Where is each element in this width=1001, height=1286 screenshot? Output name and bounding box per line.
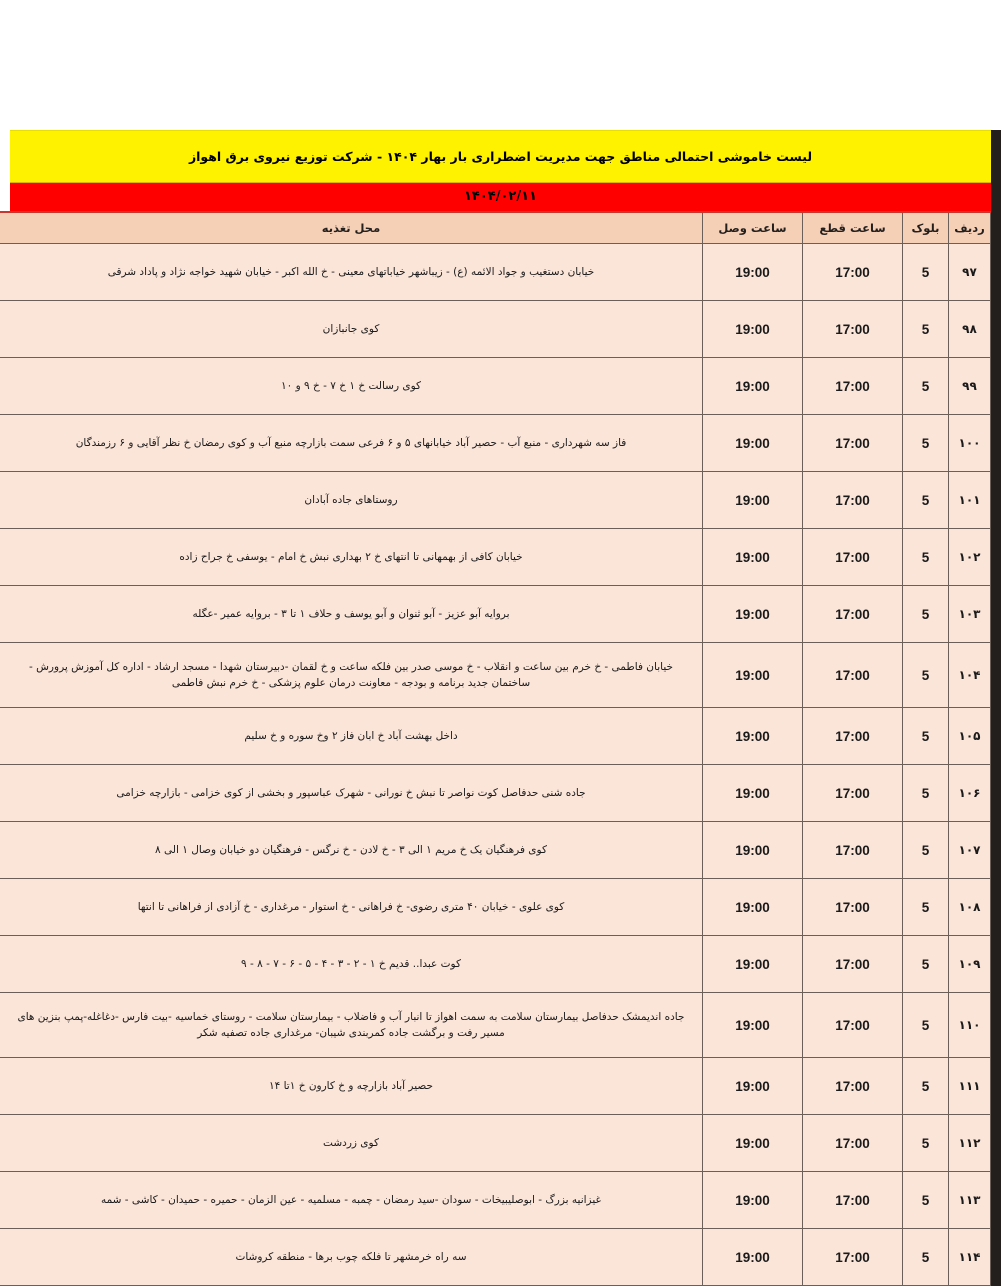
cell-location: خیابان دستغیب و جواد الائمه (ع) - زیباشهر خیاباتهای معینی - خ الله اکبر - خیابان شهید خواجه نژاد و پاداد شرقی bbox=[0, 244, 703, 301]
cell-block: 5 bbox=[903, 415, 949, 472]
table-row bbox=[0, 1115, 991, 1172]
table-row bbox=[0, 1172, 991, 1229]
cell-block: 5 bbox=[903, 879, 949, 936]
cell-block: 5 bbox=[903, 244, 949, 301]
cell-connect-time: 19:00 bbox=[703, 301, 803, 358]
table-row bbox=[0, 879, 991, 936]
cell-cut-time: 17:00 bbox=[803, 472, 903, 529]
cell-radif: ۱۱۳ bbox=[949, 1172, 991, 1229]
cell-cut-time: 17:00 bbox=[803, 415, 903, 472]
cell-cut-time: 17:00 bbox=[803, 1115, 903, 1172]
cell-location: کوی زردشت bbox=[0, 1115, 703, 1172]
cell-radif: ۱۱۲ bbox=[949, 1115, 991, 1172]
outage-sheet bbox=[10, 130, 1001, 1286]
cell-radif: ۱۰۶ bbox=[949, 765, 991, 822]
cell-block: 5 bbox=[903, 586, 949, 643]
outage-sheet-wrapper bbox=[0, 130, 1001, 1286]
table-row bbox=[0, 415, 991, 472]
cell-connect-time: 19:00 bbox=[703, 472, 803, 529]
cell-block: 5 bbox=[903, 765, 949, 822]
cell-location: بروایه آبو عزیز - آبو ثنوان و آبو یوسف و حلاف ۱ تا ۳ - بروایه عمیر -عگله bbox=[0, 586, 703, 643]
cell-location: داخل بهشت آباد خ ابان فاز ۲ وخ سوره و خ سلیم bbox=[0, 708, 703, 765]
cell-connect-time: 19:00 bbox=[703, 765, 803, 822]
column-header-radif: ردیف bbox=[949, 212, 991, 244]
cell-radif: ۱۰۵ bbox=[949, 708, 991, 765]
cell-connect-time: 19:00 bbox=[703, 1115, 803, 1172]
table-body bbox=[0, 244, 991, 1286]
cell-location: کوت عبدا.. قدیم خ ۱ - ۲ - ۳ - ۴ - ۵ - ۶ - ۷ - ۸ - ۹ bbox=[0, 936, 703, 993]
cell-block: 5 bbox=[903, 936, 949, 993]
table-row bbox=[0, 1229, 991, 1286]
table-header-row bbox=[0, 212, 991, 244]
cell-radif: ۱۰۸ bbox=[949, 879, 991, 936]
cell-location: فاز سه شهرداری - منبع آب - حصیر آباد خیابانهای ۵ و ۶ فرعی سمت بازارچه منبع آب و کوی رمضان خ نظر آقایی و ۶ رزمندگان bbox=[0, 415, 703, 472]
cell-block: 5 bbox=[903, 993, 949, 1058]
cell-radif: ۹۸ bbox=[949, 301, 991, 358]
cell-location: کوی فرهنگیان یک خ مریم ۱ الی ۳ - خ لادن - خ نرگس - فرهنگیان دو خیابان وصال ۱ الی ۸ bbox=[0, 822, 703, 879]
cell-cut-time: 17:00 bbox=[803, 586, 903, 643]
column-header-connect: ساعت وصل bbox=[703, 212, 803, 244]
cell-radif: ۱۰۴ bbox=[949, 643, 991, 708]
cell-radif: ۱۱۴ bbox=[949, 1229, 991, 1286]
cell-block: 5 bbox=[903, 822, 949, 879]
cell-cut-time: 17:00 bbox=[803, 708, 903, 765]
cell-location: کوی رسالت خ ۱ خ ۷ - خ ۹ و ۱۰ bbox=[0, 358, 703, 415]
column-header-block: بلوک bbox=[903, 212, 949, 244]
cell-location: کوی جانبازان bbox=[0, 301, 703, 358]
cell-cut-time: 17:00 bbox=[803, 1172, 903, 1229]
cell-block: 5 bbox=[903, 1229, 949, 1286]
cell-location: خیابان کافی از بهمهانی تا انتهای خ ۲ بهداری نبش خ امام - یوسفی خ جراح زاده bbox=[0, 529, 703, 586]
sheet-date-banner: ۱۴۰۴/۰۲/۱۱ bbox=[10, 182, 991, 211]
cell-connect-time: 19:00 bbox=[703, 936, 803, 993]
cell-connect-time: 19:00 bbox=[703, 879, 803, 936]
table-row bbox=[0, 301, 991, 358]
cell-cut-time: 17:00 bbox=[803, 879, 903, 936]
cell-block: 5 bbox=[903, 358, 949, 415]
cell-block: 5 bbox=[903, 301, 949, 358]
cell-connect-time: 19:00 bbox=[703, 529, 803, 586]
column-header-cut: ساعت قطع bbox=[803, 212, 903, 244]
cell-radif: ۱۱۱ bbox=[949, 1058, 991, 1115]
cell-cut-time: 17:00 bbox=[803, 1058, 903, 1115]
cell-cut-time: 17:00 bbox=[803, 765, 903, 822]
table-row bbox=[0, 936, 991, 993]
cell-radif: ۱۰۳ bbox=[949, 586, 991, 643]
table-head bbox=[0, 212, 991, 244]
cell-connect-time: 19:00 bbox=[703, 822, 803, 879]
table-row bbox=[0, 993, 991, 1058]
cell-cut-time: 17:00 bbox=[803, 993, 903, 1058]
cell-radif: ۹۷ bbox=[949, 244, 991, 301]
cell-block: 5 bbox=[903, 472, 949, 529]
cell-location: غیزانیه بزرگ - ابوصلیبیخات - سودان -سید رمضان - چمبه - مسلمیه - عین الزمان - حمیره - حمیدان - کاشی - شمه bbox=[0, 1172, 703, 1229]
table-row bbox=[0, 708, 991, 765]
table-row bbox=[0, 586, 991, 643]
cell-cut-time: 17:00 bbox=[803, 244, 903, 301]
cell-connect-time: 19:00 bbox=[703, 358, 803, 415]
cell-radif: ۱۰۷ bbox=[949, 822, 991, 879]
cell-location: کوی علوی - خیابان ۴۰ متری رضوی- خ فراهانی - خ استوار - مرغداری - خ آزادی از فراهانی تا انتها bbox=[0, 879, 703, 936]
cell-connect-time: 19:00 bbox=[703, 244, 803, 301]
sheet-title-banner: لیست خاموشی احتمالی مناطق جهت مدیریت اضطراری بار بهار ۱۴۰۴ - شرکت توزیع نیروی برق اهواز bbox=[10, 130, 991, 182]
cell-connect-time: 19:00 bbox=[703, 1172, 803, 1229]
cell-radif: ۱۰۲ bbox=[949, 529, 991, 586]
table-row bbox=[0, 244, 991, 301]
table-row bbox=[0, 472, 991, 529]
cell-block: 5 bbox=[903, 1172, 949, 1229]
table-row bbox=[0, 358, 991, 415]
cell-cut-time: 17:00 bbox=[803, 529, 903, 586]
cell-radif: ۱۰۱ bbox=[949, 472, 991, 529]
cell-radif: ۱۱۰ bbox=[949, 993, 991, 1058]
cell-radif: ۱۰۰ bbox=[949, 415, 991, 472]
table-row bbox=[0, 1058, 991, 1115]
cell-location: حصیر آباد بازارچه و خ کارون خ ۱تا ۱۴ bbox=[0, 1058, 703, 1115]
cell-connect-time: 19:00 bbox=[703, 708, 803, 765]
cell-cut-time: 17:00 bbox=[803, 936, 903, 993]
cell-connect-time: 19:00 bbox=[703, 993, 803, 1058]
cell-location: جاده شنی حدفاصل کوت نواصر تا نبش خ نورانی - شهرک عباسپور و بخشی از کوی خزامی - بازارچه خزامی bbox=[0, 765, 703, 822]
cell-connect-time: 19:00 bbox=[703, 1058, 803, 1115]
cell-location: خیابان فاطمی - خ خرم بین ساعت و انقلاب - خ موسی صدر بین فلکه ساعت و خ لقمان -دبیرستان شهدا - مسجد ارشاد - اداره کل آموزش پرورش - ساختمان جدید برنامه و بودجه - معاونت درمان علوم پزشکی - خ خرم نبش فاطمی bbox=[0, 643, 703, 708]
cell-cut-time: 17:00 bbox=[803, 358, 903, 415]
cell-location: سه راه خرمشهر تا فلکه چوب برها - منطقه کروشات bbox=[0, 1229, 703, 1286]
table-row bbox=[0, 643, 991, 708]
cell-radif: ۹۹ bbox=[949, 358, 991, 415]
cell-block: 5 bbox=[903, 708, 949, 765]
cell-location: جاده اندیمشک حدفاصل بیمارستان سلامت به سمت اهواز تا انبار آب و فاضلاب - بیمارستان سلامت - روستای خماسیه -بیت فارس -دغاغله-پمپ بنزین های مسیر رفت و برگشت جاده کمربندی شیبان- مرغداری جاده تصفیه شکر bbox=[0, 993, 703, 1058]
cell-connect-time: 19:00 bbox=[703, 586, 803, 643]
cell-block: 5 bbox=[903, 1058, 949, 1115]
table-row bbox=[0, 765, 991, 822]
outage-table bbox=[0, 211, 991, 1286]
table-row bbox=[0, 529, 991, 586]
column-header-location: محل تغذیه bbox=[0, 212, 703, 244]
cell-block: 5 bbox=[903, 529, 949, 586]
cell-connect-time: 19:00 bbox=[703, 643, 803, 708]
cell-cut-time: 17:00 bbox=[803, 301, 903, 358]
cell-block: 5 bbox=[903, 1115, 949, 1172]
table-row bbox=[0, 822, 991, 879]
cell-radif: ۱۰۹ bbox=[949, 936, 991, 993]
cell-connect-time: 19:00 bbox=[703, 1229, 803, 1286]
cell-block: 5 bbox=[903, 643, 949, 708]
cell-connect-time: 19:00 bbox=[703, 415, 803, 472]
cell-location: روستاهای جاده آبادان bbox=[0, 472, 703, 529]
cell-cut-time: 17:00 bbox=[803, 1229, 903, 1286]
cell-cut-time: 17:00 bbox=[803, 822, 903, 879]
cell-cut-time: 17:00 bbox=[803, 643, 903, 708]
